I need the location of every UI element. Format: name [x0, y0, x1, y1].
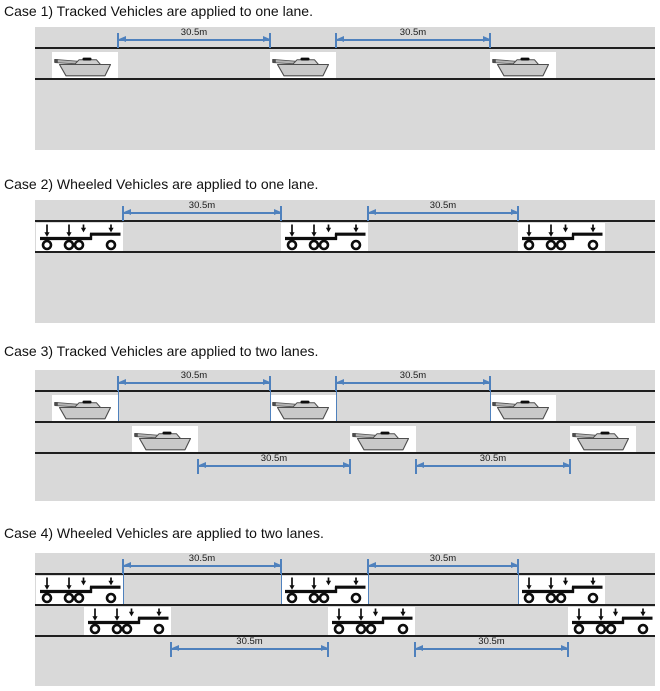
tracked-vehicle-icon — [270, 52, 336, 78]
wheeled-vehicle-icon — [518, 223, 605, 251]
dimension-extension-line — [270, 384, 271, 421]
dimension-extension-line — [490, 384, 491, 421]
dimension-arrowhead — [274, 562, 281, 568]
dimension-arrowhead — [124, 209, 131, 215]
dimension-extension-line — [123, 567, 124, 604]
case-1-roadway — [35, 27, 655, 150]
dimension-label: 30.5m — [188, 553, 216, 564]
case-2-title: Case 2) Wheeled Vehicles are applied to one lane. — [4, 176, 319, 192]
tracked-vehicle-icon — [350, 426, 416, 452]
tank-drawing — [350, 426, 416, 452]
spacing-dimension — [118, 27, 270, 53]
tank-drawing — [52, 52, 118, 78]
dimension-label: 30.5m — [478, 636, 505, 647]
wheeled-vehicle-icon — [568, 607, 655, 635]
tracked-vehicle-icon — [490, 52, 556, 78]
dimension-label: 30.5m — [180, 370, 208, 381]
case-3-roadway — [35, 370, 655, 501]
wheeled-vehicle-drawing — [36, 576, 123, 604]
dimension-arrowhead — [563, 462, 570, 468]
wheeled-vehicle-drawing — [518, 223, 605, 251]
case-3-title: Case 3) Tracked Vehicles are applied to two lanes. — [4, 343, 319, 359]
dimension-arrowhead — [321, 645, 328, 651]
spacing-dimension — [336, 370, 490, 396]
wheeled-vehicle-icon — [36, 223, 123, 251]
wheeled-vehicle-icon — [84, 607, 171, 635]
dimension-arrowhead — [416, 645, 423, 651]
dimension-tick — [567, 642, 568, 657]
wheeled-vehicle-drawing — [568, 607, 655, 635]
tank-drawing — [270, 395, 336, 421]
tracked-vehicle-icon — [570, 426, 636, 452]
dimension-arrowhead — [119, 379, 126, 385]
dimension-tick — [517, 206, 518, 221]
wheeled-vehicle-icon — [328, 607, 415, 635]
dimension-line — [369, 565, 517, 567]
spacing-dimension — [416, 453, 570, 479]
spacing-dimension — [368, 553, 518, 579]
tank-drawing — [570, 426, 636, 452]
dimension-label: 30.5m — [399, 370, 427, 381]
tank-drawing — [132, 426, 198, 452]
dimension-label: 30.5m — [180, 27, 208, 38]
dimension-tick — [489, 33, 490, 48]
dimension-arrowhead — [172, 645, 179, 651]
case-4-title: Case 4) Wheeled Vehicles are applied to two lanes. — [4, 525, 324, 541]
case-2-roadway — [35, 200, 655, 323]
dimension-extension-line — [368, 567, 369, 604]
dimension-tick — [327, 642, 328, 657]
dimension-tick — [269, 33, 270, 48]
dimension-label: 30.5m — [479, 453, 507, 464]
dimension-extension-line — [336, 384, 337, 421]
wheeled-vehicle-icon — [281, 576, 368, 604]
wheeled-vehicle-drawing — [281, 576, 368, 604]
tracked-vehicle-icon — [490, 395, 556, 421]
dimension-tick — [569, 459, 570, 474]
dimension-arrowhead — [263, 379, 270, 385]
wheeled-vehicle-drawing — [281, 223, 368, 251]
dimension-arrowhead — [263, 36, 270, 42]
dimension-label: 30.5m — [429, 200, 457, 211]
spacing-dimension — [171, 636, 328, 662]
spacing-dimension — [118, 370, 270, 396]
dimension-line — [199, 465, 349, 467]
dimension-line — [172, 648, 327, 650]
dimension-arrowhead — [511, 562, 518, 568]
dimension-line — [124, 212, 280, 214]
case-4-roadway — [35, 553, 655, 686]
dimension-label: 30.5m — [260, 453, 288, 464]
dimension-arrowhead — [124, 562, 131, 568]
spacing-dimension — [123, 200, 281, 226]
spacing-dimension — [198, 453, 350, 479]
tracked-vehicle-icon — [132, 426, 198, 452]
dimension-extension-line — [281, 567, 282, 604]
wheeled-vehicle-drawing — [84, 607, 171, 635]
dimension-arrowhead — [343, 462, 350, 468]
lane-boundary-line — [35, 251, 655, 253]
dimension-arrowhead — [483, 379, 490, 385]
wheeled-vehicle-drawing — [36, 223, 123, 251]
dimension-arrowhead — [369, 209, 376, 215]
dimension-line — [416, 648, 567, 650]
dimension-arrowhead — [369, 562, 376, 568]
dimension-arrowhead — [199, 462, 206, 468]
dimension-label: 30.5m — [188, 200, 216, 211]
dimension-line — [119, 39, 269, 41]
dimension-label: 30.5m — [399, 27, 427, 38]
dimension-arrowhead — [483, 36, 490, 42]
dimension-extension-line — [118, 384, 119, 421]
dimension-extension-line — [518, 567, 519, 604]
dimension-arrowhead — [337, 379, 344, 385]
dimension-line — [124, 565, 280, 567]
dimension-arrowhead — [417, 462, 424, 468]
dimension-line — [417, 465, 569, 467]
dimension-arrowhead — [561, 645, 568, 651]
lane-boundary-line — [35, 421, 655, 423]
dimension-arrowhead — [511, 209, 518, 215]
lane-boundary-line — [35, 78, 655, 80]
wheeled-vehicle-drawing — [328, 607, 415, 635]
tracked-vehicle-icon — [270, 395, 336, 421]
dimension-line — [337, 39, 489, 41]
dimension-arrowhead — [337, 36, 344, 42]
case-1-title: Case 1) Tracked Vehicles are applied to one lane. — [4, 3, 313, 19]
dimension-line — [337, 382, 489, 384]
dimension-label: 30.5m — [429, 553, 457, 564]
spacing-dimension — [368, 200, 518, 226]
wheeled-vehicle-icon — [281, 223, 368, 251]
tank-drawing — [270, 52, 336, 78]
dimension-line — [119, 382, 269, 384]
dimension-label: 30.5m — [236, 636, 263, 647]
dimension-arrowhead — [119, 36, 126, 42]
tracked-vehicle-icon — [52, 395, 118, 421]
tracked-vehicle-icon — [52, 52, 118, 78]
dimension-tick — [280, 206, 281, 221]
dimension-line — [369, 212, 517, 214]
wheeled-vehicle-drawing — [518, 576, 605, 604]
tank-drawing — [490, 52, 556, 78]
wheeled-vehicle-icon — [518, 576, 605, 604]
tank-drawing — [490, 395, 556, 421]
spacing-dimension — [336, 27, 490, 53]
dimension-arrowhead — [274, 209, 281, 215]
spacing-dimension — [123, 553, 281, 579]
tank-drawing — [52, 395, 118, 421]
spacing-dimension — [415, 636, 568, 662]
wheeled-vehicle-icon — [36, 576, 123, 604]
dimension-tick — [349, 459, 350, 474]
